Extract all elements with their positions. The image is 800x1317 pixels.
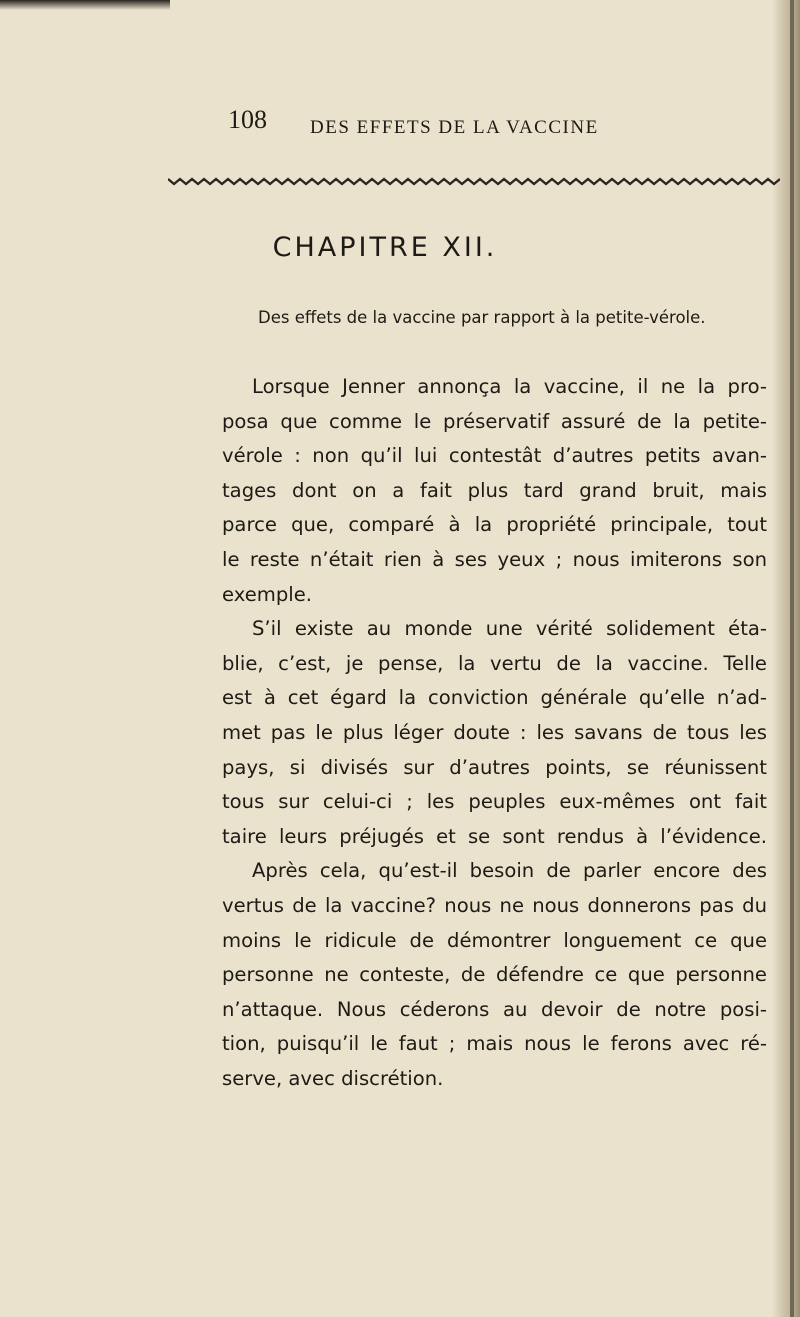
decorative-rule bbox=[168, 175, 780, 187]
chapter-subtitle: Des effets de la vaccine par rapport à la petite-vérole. bbox=[258, 308, 706, 327]
text-line: est à cet égard la conviction générale qu’elle n’ad- bbox=[222, 686, 767, 710]
text-line: Lorsque Jenner annonça la vaccine, il ne la pro- bbox=[252, 375, 767, 398]
text-line: tous sur celui-ci ; les peuples eux-mêmes ont fait bbox=[222, 790, 767, 814]
text-line: taire leurs préjugés et se sont rendus à l’évidence. bbox=[222, 824, 767, 848]
running-head: DES EFFETS DE LA VACCINE bbox=[310, 117, 599, 138]
text-line: vérole : non qu’il lui contestât d’autres petits avan- bbox=[222, 444, 767, 468]
gutter-edge bbox=[790, 0, 794, 1317]
facing-page-gutter bbox=[772, 0, 800, 1317]
text-line: tion, puisqu’il le faut ; mais nous le ferons avec ré- bbox=[222, 1032, 767, 1056]
chapter-title: CHAPITRE XII. bbox=[272, 232, 498, 263]
text-line: serve, avec discrétion. bbox=[222, 1066, 444, 1090]
text-line: le reste n’était rien à ses yeux ; nous imiterons son bbox=[222, 547, 767, 571]
text-line: tages dont on a fait plus tard grand bruit, mais bbox=[222, 478, 767, 502]
text-line: S’il existe au monde une vérité solidement éta- bbox=[252, 617, 767, 641]
text-line: posa que comme le préservatif assuré de la petite- bbox=[222, 409, 767, 433]
text-line: n’attaque. Nous céderons au devoir de notre posi- bbox=[222, 997, 767, 1021]
text-line: parce que, comparé à la propriété principale, tout bbox=[222, 513, 767, 537]
body-text bbox=[222, 370, 767, 1096]
text-line: blie, c’est, je pense, la vertu de la vaccine. Telle bbox=[222, 651, 767, 675]
text-line: Après cela, qu’est-il besoin de parler encore des bbox=[252, 859, 767, 883]
page-header bbox=[228, 105, 708, 145]
text-line: met pas le plus léger doute : les savans de tous les bbox=[222, 720, 767, 744]
text-line: pays, si divisés sur d’autres points, se réunissent bbox=[222, 755, 767, 779]
page-number: 108 bbox=[228, 105, 267, 134]
text-line: personne ne conteste, de défendre ce que personne bbox=[222, 963, 767, 987]
text-line: moins le ridicule de démontrer longuement ce que bbox=[222, 928, 767, 952]
page-corner-shadow bbox=[0, 0, 170, 10]
text-line: vertus de la vaccine? nous ne nous donnerons pas du bbox=[222, 893, 767, 917]
text-line: exemple. bbox=[222, 582, 313, 606]
